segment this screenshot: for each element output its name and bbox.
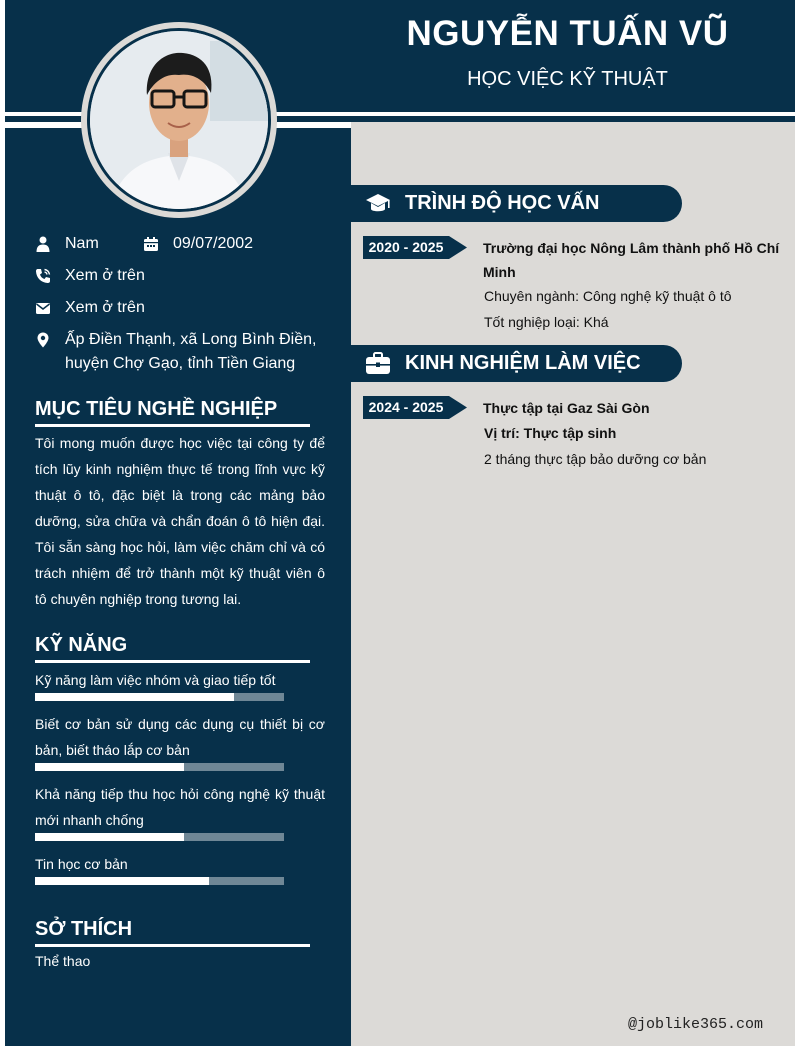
gender-row (35, 232, 135, 256)
objective-heading: MỤC TIÊU NGHỀ NGHIỆP (35, 398, 310, 427)
hobby-text: Thể thao (35, 953, 91, 969)
experience-heading: KINH NGHIỆM LÀM VIỆC (405, 352, 641, 374)
address-line1: Ấp Điền Thạnh, xã Long Bình Điền, (65, 331, 317, 348)
education-period: 2020 - 2025 (363, 236, 449, 259)
calendar-icon (143, 236, 159, 252)
hobbies-heading: SỞ THÍCH (35, 918, 310, 947)
phone-icon (35, 268, 51, 284)
experience-period-tag (363, 396, 467, 419)
education-banner (351, 185, 682, 222)
briefcase-icon (365, 351, 391, 377)
education-school-line2: Minh (483, 264, 516, 280)
job-title: HỌC VIỆC KỸ THUẬT (467, 68, 668, 90)
skill-label: Tin học cơ bản (35, 856, 128, 872)
education-heading: TRÌNH ĐỘ HỌC VẤN (405, 192, 600, 214)
candidate-name: NGUYỄN TUẤN VŨ (406, 14, 729, 53)
skill-label: Kỹ năng làm việc nhóm và giao tiếp tốt (35, 672, 276, 688)
skill-label: Biết cơ bản sử dụng các dụng cụ thiết bị cơ bản, biết tháo lắp cơ bản (35, 716, 325, 758)
location-pin-icon (35, 332, 51, 348)
skills-heading: KỸ NĂNG (35, 634, 310, 663)
education-school-line1: Trường đại học Nông Lâm thành phố Hồ Chí (483, 240, 780, 256)
user-icon (35, 236, 51, 252)
education-grade: Tốt nghiệp loại: Khá (484, 314, 609, 330)
email-row (35, 296, 315, 320)
phone-value: Xem ở trên (65, 267, 145, 284)
phone-row (35, 264, 315, 288)
birthdate-row (143, 232, 293, 256)
skill-level-fill (35, 877, 209, 885)
skill-label: Khả năng tiếp thu học hỏi công nghệ kỹ thuật mới nhanh chống (35, 786, 325, 828)
avatar-photo (87, 28, 271, 212)
tag-arrow-icon (449, 236, 467, 259)
education-period-tag (363, 236, 467, 259)
skill-level-fill (35, 833, 184, 841)
objective-text: Tôi mong muốn được học việc tại công ty để tích lũy kinh nghiệm thực tế trong lĩnh vực kỹ thuật ô tô, đặc biệt là trong các mảng bảo dưỡng, sửa chữa và chẩn đoán ô tô hiện đại. Tôi sẵn sàng học hỏi, làm việc chăm chỉ và có trách nhiệm để trở thành một kỹ thuật viên ô tô chuyên nghiệp trong tương lai. (35, 435, 325, 607)
watermark: @joblike365.com (628, 1016, 764, 1033)
skill-level-fill (35, 763, 184, 771)
gender-value: Nam (65, 235, 99, 252)
education-major: Chuyên ngành: Công nghệ kỹ thuật ô tô (484, 288, 732, 304)
skill-level-fill (35, 693, 234, 701)
experience-description: 2 tháng thực tập bảo dưỡng cơ bản (484, 451, 707, 467)
graduation-cap-icon (365, 191, 391, 217)
avatar (81, 22, 277, 218)
experience-position: Vị trí: Thực tập sinh (484, 425, 617, 441)
address-row (35, 328, 335, 376)
email-value: Xem ở trên (65, 299, 145, 316)
birthdate-value: 09/07/2002 (173, 235, 254, 252)
resume-page (5, 0, 795, 1046)
skill-level-bar (35, 833, 284, 841)
skill-level-bar (35, 877, 284, 885)
person-photo-icon (90, 31, 268, 209)
experience-banner (351, 345, 682, 382)
skill-level-bar (35, 693, 284, 701)
experience-period: 2024 - 2025 (363, 396, 449, 419)
email-icon (35, 300, 51, 316)
experience-company: Thực tập tại Gaz Sài Gòn (483, 400, 650, 416)
tag-arrow-icon (449, 396, 467, 419)
skill-level-bar (35, 763, 284, 771)
address-line2: huyện Chợ Gạo, tỉnh Tiền Giang (65, 355, 296, 372)
